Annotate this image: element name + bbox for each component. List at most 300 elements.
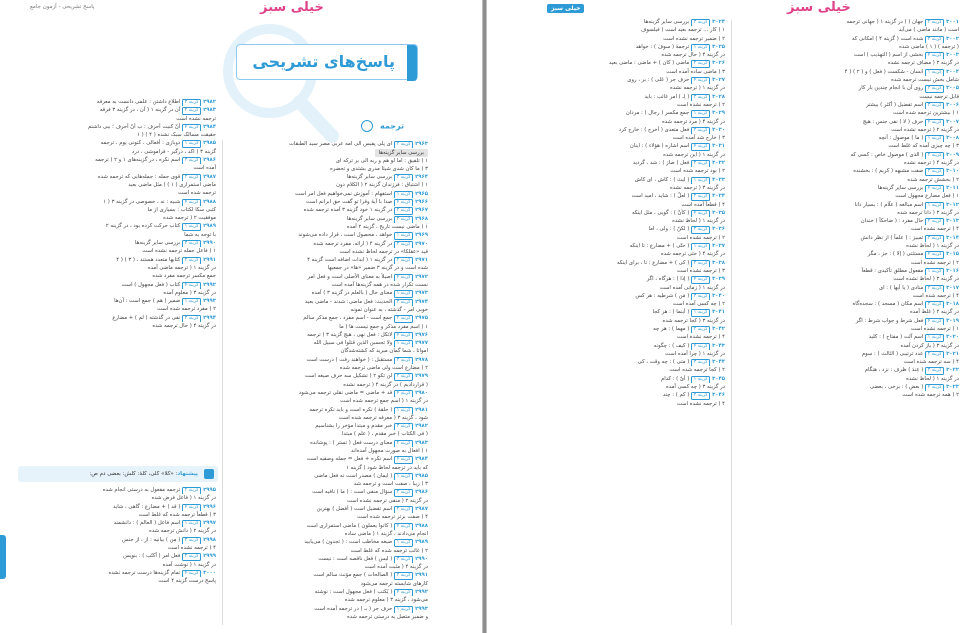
answer-option-tag: گزینه ۳ [691,359,710,366]
answers-column-right [228,140,428,630]
answer-text: کتبی سکا لکتاب : بسیاری از ما [147,206,216,213]
answer-option-tag: گزینه ۳ [925,36,944,43]
question-number: ۲۹۹۶ [203,503,216,510]
answer-option-tag: گزینه ۱ [691,309,710,316]
answer-line [228,140,428,148]
answer-line [14,256,216,264]
answer-option-tag: گزینه ۴ [394,274,413,281]
answer-line [228,240,428,248]
answer-text: مستقبل : ( خواهند رفت ) درست است [306,356,393,363]
question-number: ۳۰۳۵ [712,209,725,216]
answer-text: ( کأنّ ) : گویی ، مثل اینکه [631,209,690,216]
answer-text: ( لکنّ ) : ولی ، اما [648,226,690,233]
answer-line [228,596,428,604]
answer-text: ( أیّ ) : کدام [660,375,690,382]
answer-text: ۱ ( اشتیاق : فرزندان گزینه ۲ ( الکلام دون [336,182,428,189]
answer-option-tag: گزینه ۳ [394,357,413,364]
answer-text: ۱ ( کار ... ترجمه بعید است ( فیلسوف [640,27,725,34]
answers-column-right-page-right [739,18,959,628]
answer-text: ماضی استمراری ( ۱ ) ( مثل ماضی بعید [128,181,216,188]
publisher-logo-right: خیلی سبز [787,0,851,15]
answer-line [739,358,959,366]
answer-text: بررسی سایر گزینه‌ها [877,184,924,191]
answer-option-tag: گزینه ۳ [925,168,944,175]
answer-option-tag: گزینه ۱ [691,110,710,117]
answer-text: ترجمهٔ ( سوفَ ) : خواهد [635,43,690,50]
answer-text: ( قد ) + مضارع : گاهی ، شاید [113,503,181,510]
answer-line [739,192,959,200]
answer-text: ولا تحسبن الذین قتلوا فی سبیل الله [313,340,393,347]
answer-line [228,148,428,156]
answer-text: ( بعض ) : برخی ، بعضی [869,384,924,391]
answer-line [501,192,725,200]
question-number: ۳۰۴۶ [712,392,725,399]
answer-line [739,242,959,250]
answer-option-tag: گزینه ۲ [394,141,413,148]
answer-line [739,126,959,134]
answer-option-tag: گزینه ۱ [925,135,944,142]
answer-option-tag: گزینه ۴ [394,456,413,463]
answer-text: خوبی امر - گذشته ، به عنوان نمونه [350,306,428,313]
answer-option-tag: گزینه ۳ [182,240,201,247]
answer-line [739,159,959,167]
answer-line [228,439,428,447]
question-number: ۲۹۹۴ [203,314,216,321]
question-number: ۳۰۰۴ [946,68,959,75]
answer-line [14,214,216,222]
answer-line [501,109,725,117]
answer-text: ( لیتَ ) : کاش ، ای کاش [634,176,690,183]
answer-line [739,342,959,350]
question-number: ۳۰۲۰ [946,334,959,341]
answer-line [228,381,428,389]
answer-text: ۲ ( بخشش ترجمه شده [907,176,959,183]
answer-text: در گزینه ۱ ( نوشت آمده [162,561,216,568]
answer-line [14,552,216,560]
answer-line [501,267,725,275]
answer-line [14,503,216,511]
answer-line [228,488,428,496]
answer-text: ۴ ( ترجمه نشده است [167,545,216,552]
question-number: ۲۹۹۱ [415,572,428,579]
answer-option-tag: گزینه ۳ [394,216,413,223]
answer-option-tag: گزینه ۱ [394,340,413,347]
question-number: ۲۹۷۶ [415,331,428,338]
answer-text: استفهام : آموزش نمی‌خواهیم فعل امر است [295,190,393,197]
answer-text: ۱ ( اسم مفرد مذکر و جمع نیست ها ( ما [339,323,428,330]
answer-line [14,511,216,519]
answer-option-tag: گزینه ۴ [925,52,944,59]
answer-line [739,76,959,84]
answer-line [739,59,959,67]
answer-text: تمییز : ( علماً ) از نظر دانش [860,234,924,241]
answer-line [501,134,725,142]
answer-line [228,281,428,289]
answer-text: خبر مقدم و مبتدا مؤخر را بشناسیم [315,423,393,430]
answer-text: ماضی ( کان ) + ماضی : ماضی بعید [608,60,690,67]
answer-text: ۱ ( فاعل جمله ترجمه نشده است [142,248,216,255]
answer-line [739,134,959,142]
answer-option-tag: گزینه ۳ [182,157,201,164]
answer-text: ( حلقهٔ ) نکره است و باید نکره ترجمه [309,406,393,413]
question-number: ۳۰۴۳ [712,342,725,349]
answer-text: امواتا ، شما گمان مبرید که کشته‌شدگان [340,348,428,355]
answer-text: در گزینه ۴ ( مثبت آمده است [364,564,428,571]
question-number: ۳۰۳۲ [712,160,725,167]
answer-text: اصیلاً به معنای الأصلی است و فعل امر [307,273,393,280]
answer-text: منادی ( یا أیها ) : ای [879,284,924,291]
answer-line [14,164,216,172]
question-number: ۳۰۰۲ [946,35,959,42]
answer-text: ۲ ( ترجمه نشده است [676,101,725,108]
answer-line [14,181,216,189]
answer-option-tag: گزینه ۱ [394,473,413,480]
answer-text: در گزینه ۱ ( اسم جمع ترجمه شده است [340,398,428,405]
answer-text: ( متی ) : چه وقت ، کی [637,359,690,366]
answer-text: ( مهما ) : هر چه [653,325,690,332]
answer-text: قابل ترجمه نیست [919,93,959,100]
answer-line [501,275,725,283]
answer-text: در گزینه ۳ ( معلوم آمده [163,289,216,296]
answer-text: کارهای شایسته ترجمه می‌شود [360,580,428,587]
answer-text: ۴ ( ترجمه نشده است [676,400,725,407]
answer-line [14,231,216,239]
question-number: ۳۰۱۲ [946,201,959,208]
question-number: ۳۰۱۳ [946,218,959,225]
question-number: ۳۰۲۸ [712,93,725,100]
answer-text: در گزینه ۱ ( ترجمه نشده [670,85,725,92]
answer-text: ۴ ( ترجمه نشده است [910,226,959,233]
answer-text: قید «عقلکا» در ترجمه لحاظ نشده است [339,248,428,255]
answer-option-tag: گزینه ۴ [394,589,413,596]
answer-text: ( أینما ) : هر کجا [652,309,690,316]
answer-text: در گزینه ۳ ( ترجمه نشده [670,184,725,191]
question-number: ۳۰۳۱ [712,143,725,150]
answer-text: نسبت تکرار شده در همه گزینه‌ها آمده است [331,282,428,289]
answer-line [739,300,959,308]
left-page [0,0,483,633]
question-number: ۲۹۸۳ [203,107,216,114]
answer-text: اسم نکره ، در گزینه‌های ۱ و ۲ ( ترجمه [95,157,181,164]
answer-text: که باید در ترجمه لحاظ شود ( گزینه ۱ [345,464,428,471]
answer-line [14,173,216,181]
answer-text: است ( مانند ماضی ) می‌آید [898,27,959,34]
answer-text: ( عِندَ ) ظرف : نزد ، هنگام [864,367,924,374]
answer-line [501,234,725,242]
answer-line [14,247,216,255]
answer-line [14,131,216,139]
answer-line [228,563,428,571]
magnifier-watermark-icon [210,16,340,146]
answer-option-tag: گزینه ۲ [394,207,413,214]
answer-option-tag: گزینه ۴ [182,282,201,289]
answer-option-tag: گزینه ۴ [394,332,413,339]
question-number: ۳۰۳۷ [712,243,725,250]
question-number: ۲۹۹۹ [203,553,216,560]
answer-line [501,300,725,308]
page-edge-tab [0,535,6,579]
section-label: ترجمه [380,121,404,131]
answer-text: در گزینه ۳ ( باز کردن آمده [900,342,959,349]
answer-text: ۳ ( خارج شد آمده است [672,135,725,142]
question-number: ۳۰۱۵ [946,251,959,258]
answer-text: و ضمیر متصل به درستی ترجمه شده [346,613,428,620]
answer-line [228,372,428,380]
answer-option-tag: گزینه ۱ [394,539,413,546]
publisher-logo: خیلی سبز [260,0,324,15]
answer-line [739,167,959,175]
answer-line [501,209,725,217]
answer-line [14,494,216,502]
publisher-badge: خیلی سبز [547,4,584,13]
answer-line [501,259,725,267]
question-number: ۲۹۷۱ [415,257,428,264]
answer-text: در گزینه ۱ ( لحاظ نشده [906,243,959,250]
question-number: ۳۰۲۳ [946,384,959,391]
answer-line [14,98,216,106]
answer-text: مفعول مطلق تأکیدی : قطعاً [861,267,924,274]
answer-text: ۲ ( بود ترجمه شده است [670,168,725,175]
answer-text: ۴ ( ترجمه نشده است [676,334,725,341]
question-number: ۳۰۲۶ [712,60,725,67]
answer-line [739,35,959,43]
suggestion-callout: پیشنهاد: «کلا» کلی، کلهٔ: کلش: بعضی دم ص: [18,466,218,482]
answer-text: جمع است - اسم مفرد ، جمع مذکر سالم [303,315,393,322]
question-number: ۲۹۹۰ [203,240,216,247]
question-number: ۳۰۴۴ [712,359,725,366]
answer-line [228,356,428,364]
question-number: ۳۰۰۳ [946,52,959,59]
answer-text: ۱ ( تلفیق : اما لو هم و ربه الی بر ترکه ای [335,157,428,164]
answer-line [228,289,428,297]
answer-line [14,486,216,494]
answer-line [739,93,959,101]
answer-option-tag: گزینه ۱ [925,202,944,209]
answer-option-tag: گزینه ۱ [394,191,413,198]
question-number: ۲۹۸۴ [203,123,216,130]
answer-line [228,331,428,339]
answer-text: ۱ ( بیشترین ترجمه شده است [893,110,959,117]
answer-line [501,76,725,84]
answer-line [228,530,428,538]
answer-option-tag: گزینه ۲ [691,193,710,200]
answer-line [14,314,216,322]
answer-line [739,43,959,51]
answer-text: ۱ ( ماضی نیست تاریخ ، گزینه ۲ آمده [346,223,428,230]
answer-text: موفقیت ۲ ( ترجمه شده [163,215,216,222]
answer-line [501,118,725,126]
question-number: ۳۰۱۹ [946,317,959,324]
answer-text: ( کم ) : چند [662,392,690,399]
question-number: ۳۰۱۱ [946,184,959,191]
answer-text: می‌شود ، گزینه ۳ ( معلوم ترجمه شده [344,597,428,604]
question-number: ۳۰۳۰ [712,126,725,133]
answer-text: فعل امر ( اُکتُب ) : بنویس [123,553,181,560]
answer-line [501,317,725,325]
answer-text: لاتکل : فعل نهی ، هیچ گزینه ۳ ( ترجمه [307,331,393,338]
answer-option-tag: گزینه ۲ [394,506,413,513]
answer-line [739,151,959,159]
answer-text: قوی جمله : جمله‌هایی که ترجمه شده [97,173,181,180]
answer-text: ۳ ( ما کان شدی شیئا مدری بشتدی و تحضره [330,165,428,172]
answer-text: ۲ ( ترجمه نشده است [910,259,959,266]
answer-line [739,267,959,275]
answer-option-tag: گزینه ۳ [691,226,710,233]
tip-icon [204,469,214,479]
answer-option-tag: گزینه ۳ [182,537,201,544]
answer-text: ترجمه شده است [177,190,216,197]
answer-line [228,173,428,181]
answer-line [501,325,725,333]
answer-option-tag: گزینه ۴ [925,185,944,192]
answer-text: ۲ ( ترجمه نشده است [676,234,725,241]
answer-text: ترجمه نشده است [176,115,216,122]
answer-option-tag: گزینه ۲ [691,326,710,333]
answer-line [739,142,959,150]
answer-line [14,577,216,585]
answer-text: حقیقت مسالک سبک نشده ( ۴ ) ( ۱ [137,132,216,139]
answer-line [228,306,428,314]
answer-option-tag: گزینه ۴ [182,124,201,131]
answer-text: گزینه ۳ ( اکد ، درگیر - فراموشی ، درد [131,148,216,155]
answer-line [739,325,959,333]
answer-option-tag: گزینه ۲ [925,218,944,225]
answer-text: اسم مبالغه ( علّام ) : بسیار دانا [854,201,924,208]
answer-text: جمع مکسر ترجمه مفرد شده [152,273,216,280]
answer-text: بررسی سایر گزینه‌ها [346,174,393,181]
answer-text: در گزینه ۳ ( دانا ترجمه شده [897,209,959,216]
answer-line [501,93,725,101]
answer-line [501,151,725,159]
answer-line [228,198,428,206]
answer-option-tag: گزینه ۲ [925,152,944,159]
question-number: ۳۰۲۴ [712,19,725,25]
answer-line [228,223,428,231]
answer-line [739,391,959,399]
answer-line [228,430,428,438]
answer-text: با توجه به شما [184,231,216,238]
answer-text: شده است و در گزینه ۳ ضمیر «ها» در جمعیها [327,265,428,272]
section-heading-translation [361,120,404,132]
answer-text: أنّ کنیت أحرف : ب أنّ أحرف ؛ ببی داشتم [87,123,181,130]
question-number: ۳۰۱۷ [946,284,959,291]
answer-line [14,123,216,131]
answer-line [501,400,725,408]
answer-text: ( فی الکتاب ) خبر مقدم ، ( علم ) مبتدا [341,431,428,438]
answer-text: شامل بخش نیست ترجمه شده [891,77,959,84]
answer-text: معنای حال ( بالعلم در گزینه ۳ ) آمده [311,290,393,297]
callout-label: پیشنهاد [177,471,198,477]
answer-option-tag: گزینه ۱ [394,232,413,239]
answer-line [501,342,725,350]
headphone-icon [361,120,373,132]
answer-text: ( لیس ) فعل ناقصه است : نیست [318,555,393,562]
answer-option-tag: گزینه ۳ [691,160,710,167]
answer-text: انجام می‌دادند ، گزینه ۱ ( ماضی ساده [344,530,428,537]
answer-option-tag: گزینه ۳ [182,99,201,106]
answer-line [228,215,428,223]
answer-text: شود ، گزینه ۳ ( معرفه ترجمه شده است [338,414,428,421]
other-options-tag: بررسی سایر گزینه‌ها [375,149,428,156]
answer-text: شبیه : نه ، خصوصی در گزینه ۳ ( ۱ [103,198,181,205]
answer-text: حرف جر ( عَلی ) : بر ، روی [627,77,690,84]
question-number: ۲۹۶۹ [415,232,428,239]
question-number: ۳۰۴۵ [712,375,725,382]
answer-text: ( حتّی ) + مضارع : تا اینکه [629,243,690,250]
answer-line [228,273,428,281]
question-number: ۲۹۹۲ [203,281,216,288]
answer-option-tag: گزینه ۲ [394,315,413,322]
answer-line [14,272,216,280]
answer-line [739,18,959,26]
answer-option-tag: گزینه ۴ [394,390,413,397]
answer-line [14,139,216,147]
answer-line [501,142,725,150]
answer-text: پاسخ درست گزینه ۴ است [158,578,216,585]
answer-line [228,422,428,430]
question-number: ۲۹۶۵ [415,190,428,197]
answer-text: در گزینه ۱ ( لحاظ نشده [672,218,725,225]
answer-text: در گزینه ۳ ( لحاظ نشده است [893,276,959,283]
answer-text: ( مِن ) بیانیه : از ، از جنس [122,536,181,543]
question-number: ۳۰۱۶ [946,267,959,274]
answer-option-tag: گزینه ۳ [925,235,944,242]
answer-option-tag: گزینه ۲ [182,257,201,264]
answer-line [739,217,959,225]
answer-line [228,414,428,422]
answer-line [228,571,428,579]
question-number: ۳۰۳۸ [712,259,725,266]
answer-line [501,333,725,341]
answer-text: اسم اشاره ( هؤلاء ) : اینان [629,143,690,150]
question-number: ۲۹۷۹ [415,373,428,380]
answer-text: کتابها متعدد هستند ، ( ۳ ) ( ۴ [116,256,181,263]
answer-text: ( ما ) موصول : آنچه [878,135,924,142]
answer-line [501,217,725,225]
question-number: ۲۹۸۹ [415,539,428,546]
answer-line [14,239,216,247]
answer-line [739,333,959,341]
answer-text: ۴ ( قطعاً آمده است [681,201,725,208]
answer-text: در گزینه ۲ ( ترجمه نشده است [891,126,959,133]
question-number: ۲۹۷۳ [415,290,428,297]
answer-line [501,26,725,34]
question-number: ۲۹۶۴ [415,174,428,181]
question-number: ۳۰۴۱ [712,309,725,316]
answer-line [228,397,428,405]
callout-text: «کلا» کلی، کلهٔ: کلش: بعضی دم ص: [89,471,174,477]
question-number: ۲۹۷۰ [415,240,428,247]
answer-line [739,26,959,34]
answer-text: در گزینه ۳ ( مضاف ترجمه نشده [887,60,959,67]
answer-option-tag: گزینه ۲ [691,60,710,67]
answer-line [739,68,959,76]
answer-line [14,115,216,123]
answer-line [501,366,725,374]
answer-line [739,225,959,233]
question-number: ۲۹۷۴ [415,298,428,305]
answer-text: ( ایمان ) مصدر است نه فعل ماضی [314,472,393,479]
answer-line [228,248,428,256]
question-number: ۲۹۶۳ [415,141,428,147]
question-number: ۳۰۰۷ [946,118,959,125]
answer-line [228,206,428,214]
answer-line [228,406,428,414]
answers-column-left [14,98,216,462]
answer-text: ۳ ( ماضی ساده آمده است [666,68,725,75]
answer-line [14,264,216,272]
question-number: ۳۰۱۰ [946,168,959,175]
